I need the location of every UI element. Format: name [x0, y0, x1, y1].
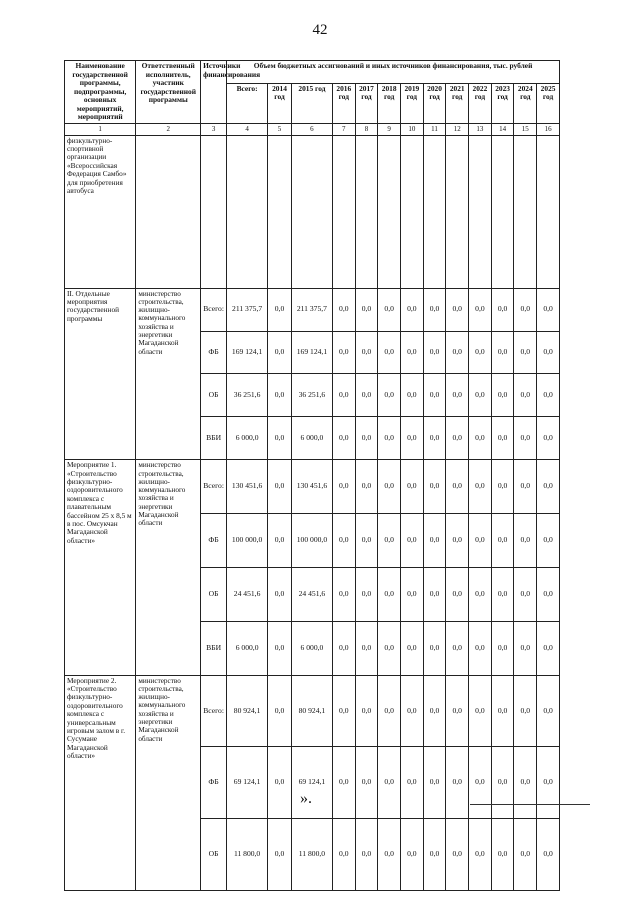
amount-cell: 0,0: [423, 514, 446, 568]
amount-cell: 0,0: [378, 747, 401, 819]
amount-cell: 0,0: [378, 374, 401, 417]
column-number: 10: [401, 123, 424, 135]
amount-cell: 211 375,7: [291, 288, 332, 331]
measure-name: Мероприятие 1. «Строительство физкультурно-оздоровительного комплекса с плавательным бассейном 25 х 8,5 м в пос. Омсукчан Магаданской области»: [65, 460, 136, 675]
amount-cell: 24 451,6: [227, 567, 268, 621]
amount-cell: 0,0: [378, 621, 401, 675]
empty-cell: [423, 135, 446, 288]
amount-cell: 0,0: [446, 417, 469, 460]
empty-cell: [537, 135, 560, 288]
amount-cell: 0,0: [491, 374, 514, 417]
header-year: 2018 год: [378, 83, 401, 123]
header-year: 2015 год: [291, 83, 332, 123]
funding-source: Всего:: [201, 675, 227, 747]
executor-name: министерство строительства, жилищно-коммунального хозяйства и энергетики Магаданской области: [136, 460, 201, 675]
amount-cell: 0,0: [332, 374, 355, 417]
amount-cell: 0,0: [355, 747, 378, 819]
column-number: 12: [446, 123, 469, 135]
amount-cell: 0,0: [268, 288, 292, 331]
amount-cell: 0,0: [268, 374, 292, 417]
amount-cell: 0,0: [491, 621, 514, 675]
empty-cell: [332, 135, 355, 288]
amount-cell: 6 000,0: [291, 621, 332, 675]
amount-cell: 0,0: [423, 675, 446, 747]
funding-source: ФБ: [201, 747, 227, 819]
empty-cell: [514, 135, 537, 288]
amount-cell: 0,0: [268, 747, 292, 819]
column-number: 8: [355, 123, 378, 135]
funding-source: ФБ: [201, 514, 227, 568]
amount-cell: 0,0: [401, 675, 424, 747]
column-number: 2: [136, 123, 201, 135]
header-year: 2019 год: [401, 83, 424, 123]
empty-cell: [355, 135, 378, 288]
amount-cell: 130 451,6: [227, 460, 268, 514]
amount-cell: 100 000,0: [227, 514, 268, 568]
empty-cell: [201, 135, 227, 288]
header-total: Всего:: [227, 83, 268, 123]
column-number: 7: [332, 123, 355, 135]
amount-cell: 0,0: [423, 374, 446, 417]
amount-cell: 0,0: [537, 621, 560, 675]
amount-cell: 0,0: [423, 331, 446, 374]
table-row: [65, 460, 560, 514]
funding-source: ОБ: [201, 819, 227, 891]
amount-cell: 0,0: [268, 621, 292, 675]
amount-cell: 0,0: [514, 514, 537, 568]
amount-cell: 0,0: [537, 288, 560, 331]
amount-cell: 0,0: [469, 621, 492, 675]
header-executor: Ответственный исполнитель, участник государственной программы: [136, 61, 201, 124]
amount-cell: 0,0: [268, 819, 292, 891]
amount-cell: 0,0: [378, 331, 401, 374]
amount-cell: 0,0: [469, 417, 492, 460]
amount-cell: 80 924,1: [291, 675, 332, 747]
amount-cell: 0,0: [491, 288, 514, 331]
amount-cell: 0,0: [491, 417, 514, 460]
amount-cell: 0,0: [469, 460, 492, 514]
amount-cell: 0,0: [401, 747, 424, 819]
financing-table-container: [64, 60, 560, 860]
column-number: 16: [537, 123, 560, 135]
financing-table: [64, 60, 560, 891]
amount-cell: 0,0: [423, 621, 446, 675]
funding-source: Всего:: [201, 288, 227, 331]
amount-cell: 0,0: [378, 417, 401, 460]
amount-cell: 0,0: [423, 747, 446, 819]
header-volume-title: Объем бюджетных ассигнований и иных источников финансирования, тыс. рублей: [227, 61, 560, 84]
amount-cell: 0,0: [401, 514, 424, 568]
header-year: 2024 год: [514, 83, 537, 123]
amount-cell: 0,0: [268, 567, 292, 621]
amount-cell: 0,0: [332, 417, 355, 460]
empty-cell: [136, 135, 201, 288]
amount-cell: 0,0: [355, 567, 378, 621]
amount-cell: 0,0: [423, 460, 446, 514]
amount-cell: 36 251,6: [227, 374, 268, 417]
amount-cell: 0,0: [514, 417, 537, 460]
column-numbers-row: [65, 123, 560, 135]
amount-cell: 0,0: [401, 819, 424, 891]
header-year: 2023 год: [491, 83, 514, 123]
amount-cell: 0,0: [401, 567, 424, 621]
header-source: Источники финансирования: [201, 61, 227, 124]
amount-cell: 0,0: [537, 417, 560, 460]
empty-cell: [401, 135, 424, 288]
empty-cell: [491, 135, 514, 288]
amount-cell: 0,0: [423, 819, 446, 891]
amount-cell: 0,0: [514, 675, 537, 747]
amount-cell: 0,0: [514, 621, 537, 675]
amount-cell: 24 451,6: [291, 567, 332, 621]
amount-cell: 11 800,0: [291, 819, 332, 891]
amount-cell: 0,0: [514, 331, 537, 374]
amount-cell: 0,0: [491, 567, 514, 621]
amount-cell: 0,0: [332, 819, 355, 891]
funding-source: ФБ: [201, 331, 227, 374]
amount-cell: 0,0: [268, 514, 292, 568]
column-number: 15: [514, 123, 537, 135]
amount-cell: 0,0: [355, 819, 378, 891]
amount-cell: 0,0: [355, 675, 378, 747]
amount-cell: 0,0: [514, 288, 537, 331]
funding-source: ВБИ: [201, 417, 227, 460]
amount-cell: 0,0: [537, 567, 560, 621]
column-number: 5: [268, 123, 292, 135]
amount-cell: 0,0: [537, 514, 560, 568]
empty-cell: [469, 135, 492, 288]
amount-cell: 0,0: [446, 675, 469, 747]
amount-cell: 0,0: [537, 460, 560, 514]
amount-cell: 0,0: [378, 460, 401, 514]
funding-source: Всего:: [201, 460, 227, 514]
amount-cell: 0,0: [537, 675, 560, 747]
executor-name: министерство строительства, жилищно-коммунального хозяйства и энергетики Магаданской области: [136, 675, 201, 890]
amount-cell: 0,0: [401, 331, 424, 374]
header-name: Наименование государственной программы, подпрограммы, основных мероприятий, мероприятий: [65, 61, 136, 124]
amount-cell: 0,0: [446, 567, 469, 621]
empty-cell: [378, 135, 401, 288]
funding-source: ВБИ: [201, 621, 227, 675]
amount-cell: 0,0: [268, 417, 292, 460]
amount-cell: 0,0: [469, 819, 492, 891]
funding-source: ОБ: [201, 567, 227, 621]
amount-cell: 0,0: [355, 621, 378, 675]
amount-cell: 0,0: [514, 374, 537, 417]
amount-cell: 0,0: [355, 288, 378, 331]
amount-cell: 0,0: [491, 747, 514, 819]
empty-cell: [227, 135, 268, 288]
amount-cell: 169 124,1: [227, 331, 268, 374]
amount-cell: 69 124,1: [227, 747, 268, 819]
amount-cell: 0,0: [537, 747, 560, 819]
amount-cell: 0,0: [446, 819, 469, 891]
amount-cell: 0,0: [514, 747, 537, 819]
amount-cell: 0,0: [469, 514, 492, 568]
amount-cell: 0,0: [491, 331, 514, 374]
header-year: 2022 год: [469, 83, 492, 123]
amount-cell: 0,0: [423, 567, 446, 621]
amount-cell: 0,0: [469, 288, 492, 331]
amount-cell: 0,0: [355, 417, 378, 460]
amount-cell: 0,0: [537, 819, 560, 891]
amount-cell: 0,0: [446, 460, 469, 514]
header-year: 2020 год: [423, 83, 446, 123]
amount-cell: 0,0: [469, 374, 492, 417]
amount-cell: 100 000,0: [291, 514, 332, 568]
amount-cell: 0,0: [355, 374, 378, 417]
measure-name: физкультурно-спортивной организации «Всероссийская Федерация Самбо» для приобретения автобуса: [65, 135, 136, 288]
amount-cell: 169 124,1: [291, 331, 332, 374]
amount-cell: 0,0: [446, 331, 469, 374]
amount-cell: 0,0: [268, 675, 292, 747]
amount-cell: 0,0: [355, 460, 378, 514]
amount-cell: 130 451,6: [291, 460, 332, 514]
amount-cell: 0,0: [332, 331, 355, 374]
amount-cell: 69 124,1: [291, 747, 332, 819]
column-number: 1: [65, 123, 136, 135]
amount-cell: 0,0: [491, 514, 514, 568]
amount-cell: 0,0: [491, 675, 514, 747]
amount-cell: 6 000,0: [291, 417, 332, 460]
amount-cell: 0,0: [332, 675, 355, 747]
amount-cell: 0,0: [401, 621, 424, 675]
amount-cell: 0,0: [378, 819, 401, 891]
amount-cell: 0,0: [446, 514, 469, 568]
amount-cell: 0,0: [469, 567, 492, 621]
column-number: 14: [491, 123, 514, 135]
amount-cell: 0,0: [514, 567, 537, 621]
header-year: 2021 год: [446, 83, 469, 123]
header-year: 2017 год: [355, 83, 378, 123]
empty-cell: [291, 135, 332, 288]
amount-cell: 11 800,0: [227, 819, 268, 891]
amount-cell: 0,0: [514, 819, 537, 891]
amount-cell: 0,0: [355, 331, 378, 374]
amount-cell: 0,0: [446, 621, 469, 675]
amount-cell: 0,0: [268, 331, 292, 374]
amount-cell: 0,0: [378, 675, 401, 747]
measure-name: II. Отдельные мероприятия государственной программы: [65, 288, 136, 460]
amount-cell: 0,0: [401, 417, 424, 460]
amount-cell: 0,0: [332, 288, 355, 331]
amount-cell: 0,0: [491, 460, 514, 514]
amount-cell: 0,0: [268, 460, 292, 514]
column-number: 4: [227, 123, 268, 135]
amount-cell: 0,0: [332, 460, 355, 514]
amount-cell: 0,0: [514, 460, 537, 514]
amount-cell: 0,0: [446, 747, 469, 819]
amount-cell: 0,0: [378, 567, 401, 621]
amount-cell: 0,0: [446, 374, 469, 417]
amount-cell: 80 924,1: [227, 675, 268, 747]
amount-cell: 0,0: [537, 374, 560, 417]
empty-cell: [446, 135, 469, 288]
column-number: 3: [201, 123, 227, 135]
amount-cell: 0,0: [446, 288, 469, 331]
amount-cell: 0,0: [469, 331, 492, 374]
closing-mark: ».: [300, 790, 312, 807]
signature-line: [470, 804, 590, 805]
header-year: 2016 год: [332, 83, 355, 123]
header-year: 2025 год: [537, 83, 560, 123]
funding-source: ОБ: [201, 374, 227, 417]
header-row: [65, 61, 560, 84]
amount-cell: 0,0: [537, 331, 560, 374]
amount-cell: 0,0: [423, 288, 446, 331]
executor-name: министерство строительства, жилищно-коммунального хозяйства и энергетики Магаданской области: [136, 288, 201, 460]
table-row: [65, 288, 560, 331]
amount-cell: 6 000,0: [227, 417, 268, 460]
amount-cell: 211 375,7: [227, 288, 268, 331]
amount-cell: 36 251,6: [291, 374, 332, 417]
column-number: 13: [469, 123, 492, 135]
column-number: 11: [423, 123, 446, 135]
amount-cell: 0,0: [423, 417, 446, 460]
amount-cell: 0,0: [332, 621, 355, 675]
amount-cell: 0,0: [401, 288, 424, 331]
amount-cell: 0,0: [332, 567, 355, 621]
measure-name: Мероприятие 2. «Строительство физкультурно-оздоровительного комплекса с универсальным игровым залом в г. Сусумане Магаданской области»: [65, 675, 136, 890]
amount-cell: 0,0: [491, 819, 514, 891]
amount-cell: 0,0: [401, 374, 424, 417]
header-year: 2014 год: [268, 83, 292, 123]
amount-cell: 0,0: [469, 747, 492, 819]
column-number: 6: [291, 123, 332, 135]
amount-cell: 6 000,0: [227, 621, 268, 675]
amount-cell: 0,0: [378, 514, 401, 568]
column-number: 9: [378, 123, 401, 135]
amount-cell: 0,0: [355, 514, 378, 568]
amount-cell: 0,0: [332, 747, 355, 819]
amount-cell: 0,0: [378, 288, 401, 331]
page-number: 42: [312, 22, 328, 38]
amount-cell: 0,0: [332, 514, 355, 568]
table-row: [65, 675, 560, 747]
table-row: [65, 135, 560, 288]
empty-cell: [268, 135, 292, 288]
amount-cell: 0,0: [401, 460, 424, 514]
amount-cell: 0,0: [469, 675, 492, 747]
